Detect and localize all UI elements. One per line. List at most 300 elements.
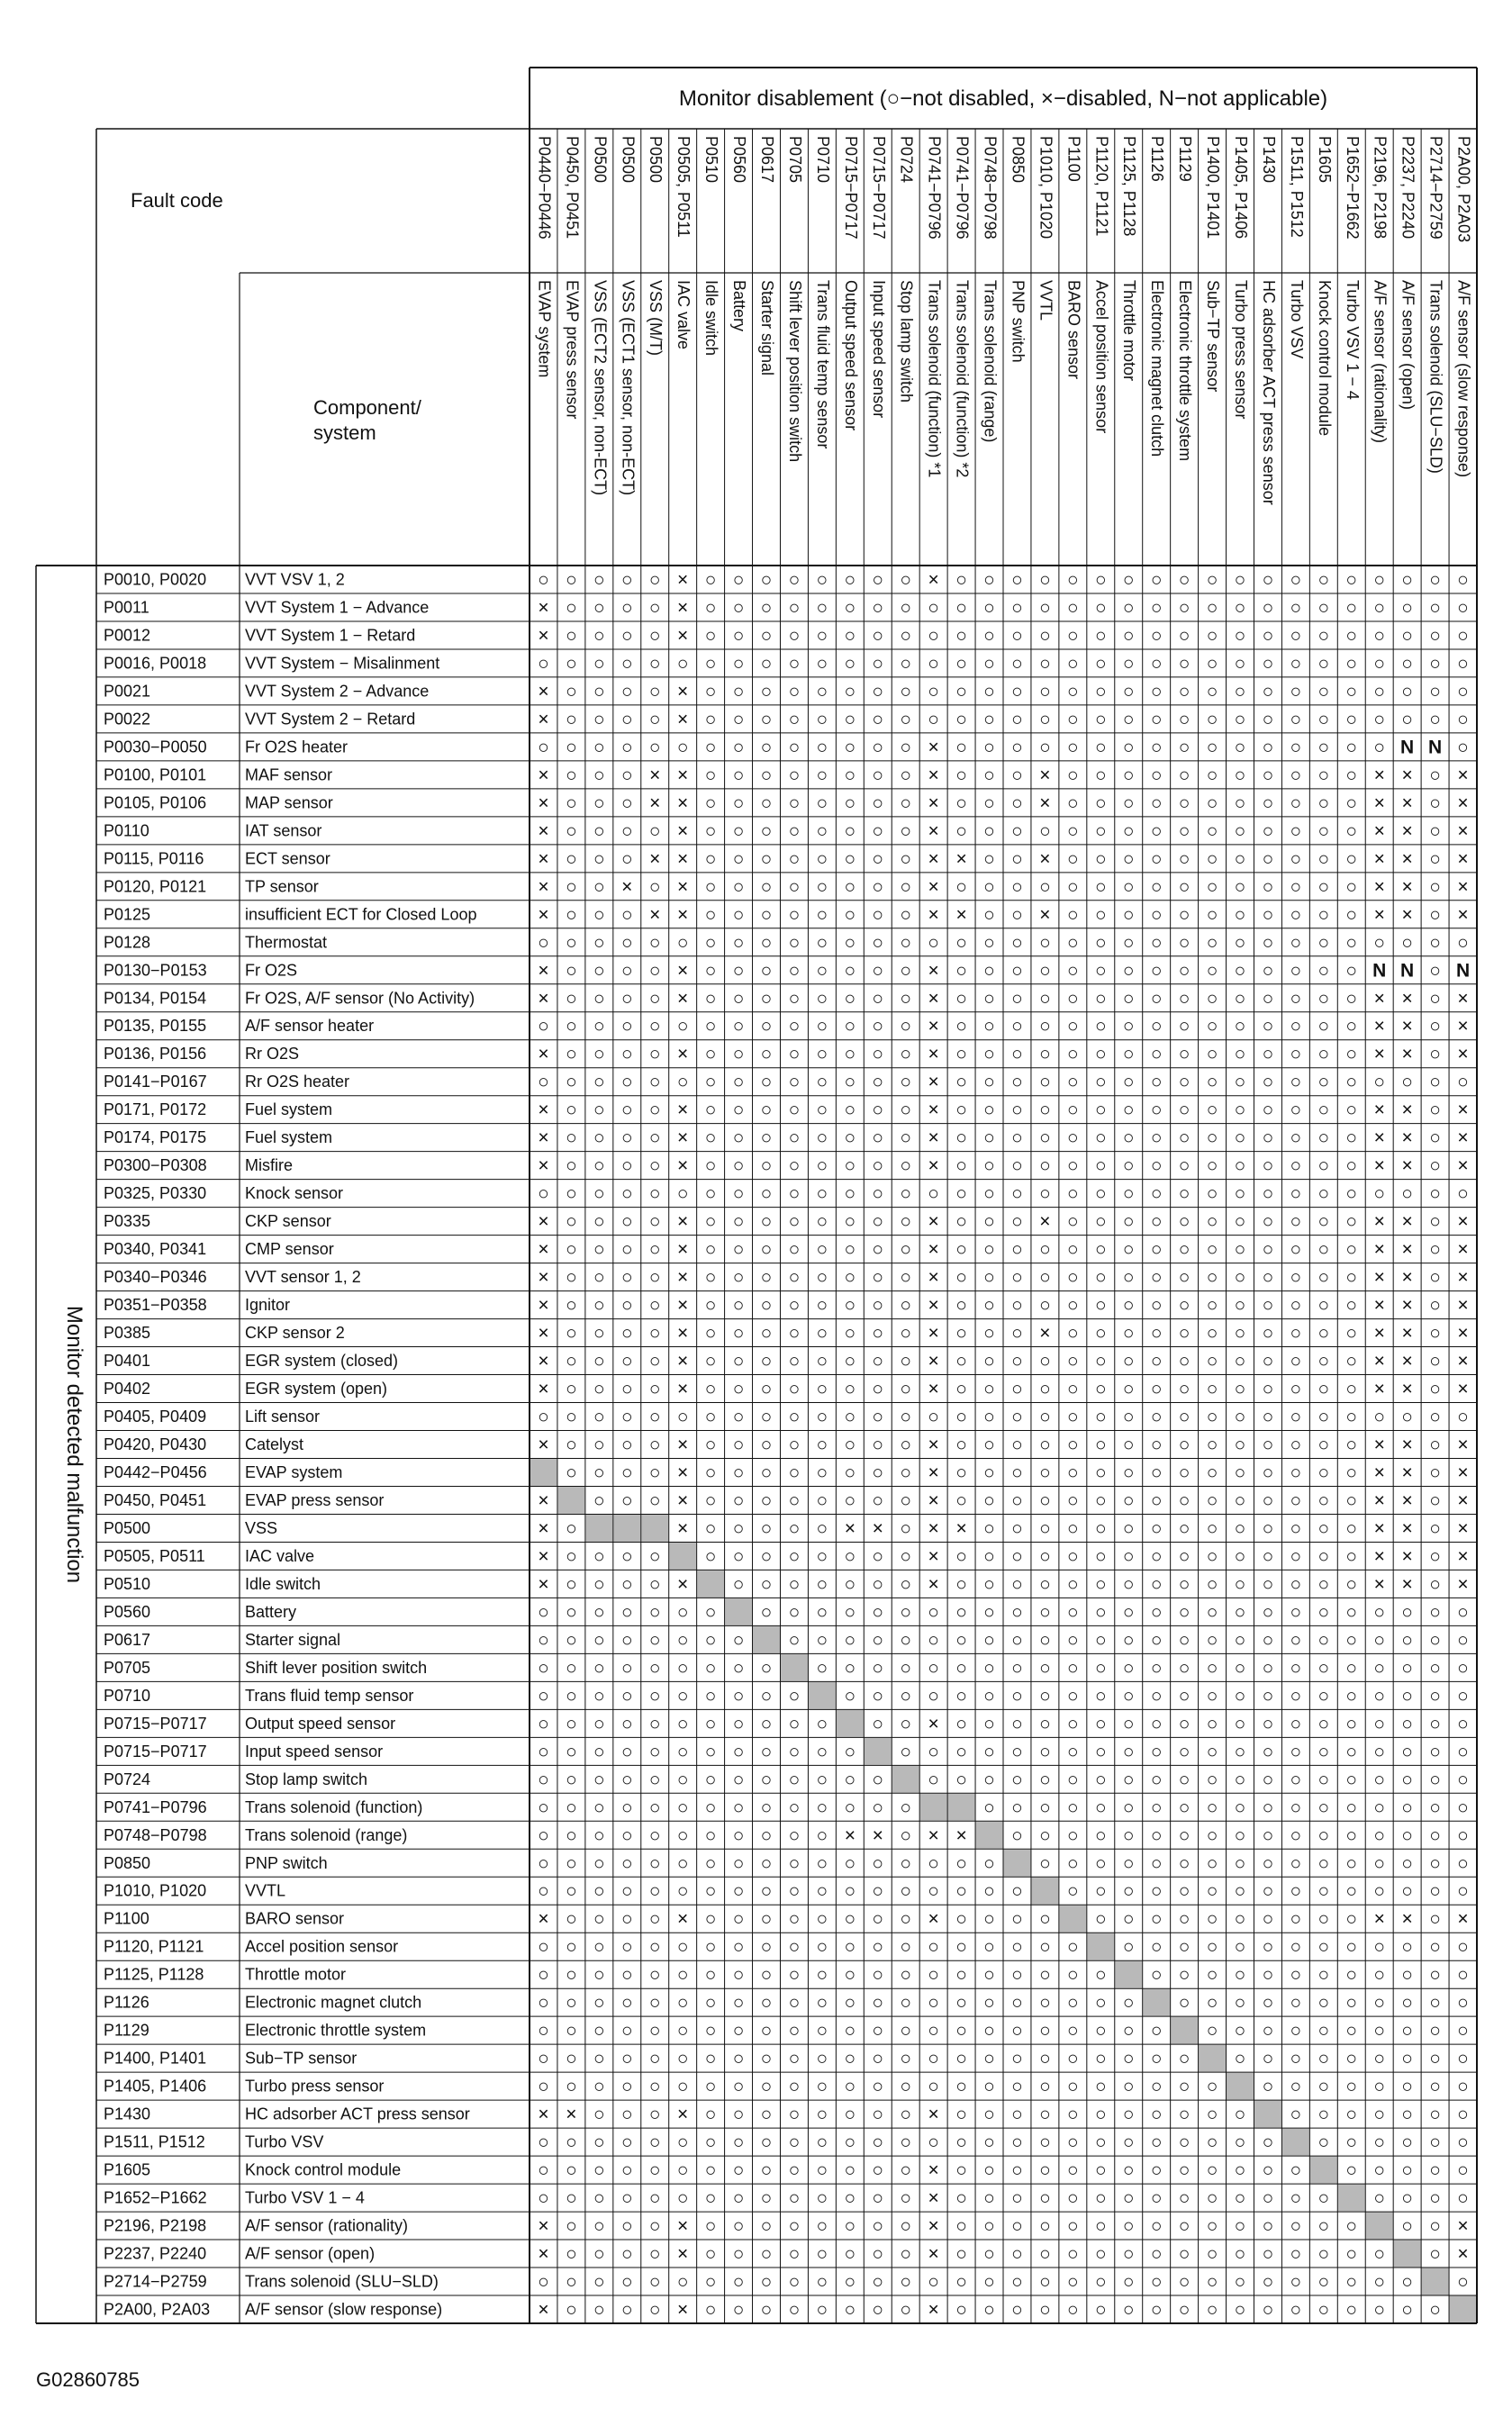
not-disabled-mark: ○ bbox=[620, 2271, 633, 2293]
disabled-mark: × bbox=[1373, 1295, 1385, 1317]
not-disabled-mark: ○ bbox=[1150, 960, 1163, 982]
disabled-mark: × bbox=[928, 792, 939, 814]
not-disabled-mark: ○ bbox=[1262, 1323, 1274, 1344]
not-disabled-mark: ○ bbox=[788, 1323, 801, 1344]
not-disabled-mark: ○ bbox=[1150, 2299, 1163, 2321]
disabled-mark: × bbox=[1457, 904, 1469, 926]
disabled-mark: × bbox=[1457, 876, 1469, 898]
not-disabled-mark: ○ bbox=[1039, 597, 1051, 619]
not-disabled-mark: ○ bbox=[816, 2104, 828, 2125]
not-disabled-mark: ○ bbox=[816, 1379, 828, 1400]
not-disabled-mark: ○ bbox=[928, 1629, 939, 1651]
not-disabled-mark: ○ bbox=[1206, 1685, 1218, 1706]
not-disabled-mark: ○ bbox=[1290, 681, 1302, 702]
not-disabled-mark: ○ bbox=[1067, 1323, 1079, 1344]
not-disabled-mark: ○ bbox=[1429, 988, 1441, 1009]
not-disabled-mark: ○ bbox=[648, 1044, 661, 1065]
not-disabled-mark: ○ bbox=[1317, 1685, 1330, 1706]
table-row bbox=[104, 1825, 1469, 1846]
row-fault-code: P1129 bbox=[104, 2021, 149, 2040]
row-component: Lift sensor bbox=[245, 1408, 321, 1426]
not-disabled-mark: ○ bbox=[1206, 2132, 1218, 2153]
not-disabled-mark: ○ bbox=[593, 1155, 605, 1177]
not-disabled-mark: ○ bbox=[1206, 1127, 1218, 1149]
not-disabled-mark: ○ bbox=[566, 1741, 577, 1762]
not-disabled-mark: ○ bbox=[704, 848, 717, 870]
not-disabled-mark: ○ bbox=[1317, 1992, 1330, 2014]
not-disabled-mark: ○ bbox=[760, 2104, 773, 2125]
not-disabled-mark: ○ bbox=[1317, 2271, 1330, 2293]
not-disabled-mark: ○ bbox=[676, 2132, 689, 2153]
not-disabled-mark: ○ bbox=[732, 1462, 745, 1483]
disabled-mark: × bbox=[538, 1155, 549, 1177]
not-disabled-mark: ○ bbox=[1262, 737, 1274, 758]
table-row bbox=[104, 2216, 1469, 2237]
row-component: Accel position sensor bbox=[245, 1937, 399, 1956]
not-disabled-mark: ○ bbox=[1345, 1573, 1358, 1595]
not-disabled-mark: ○ bbox=[1429, 2104, 1441, 2125]
not-disabled-mark: ○ bbox=[1345, 1908, 1358, 1930]
not-disabled-mark: ○ bbox=[1401, 2299, 1413, 2321]
not-disabled-mark: ○ bbox=[1067, 1685, 1079, 1706]
not-disabled-mark: ○ bbox=[816, 820, 828, 842]
not-disabled-mark: ○ bbox=[1150, 1072, 1163, 1093]
not-disabled-mark: ○ bbox=[1429, 1741, 1441, 1762]
not-disabled-mark: ○ bbox=[1457, 1407, 1469, 1428]
not-disabled-mark: ○ bbox=[983, 2048, 995, 2069]
not-disabled-mark: ○ bbox=[844, 1964, 856, 1986]
row-fault-code: P0136, P0156 bbox=[104, 1045, 207, 1064]
not-disabled-mark: ○ bbox=[1011, 1295, 1023, 1317]
not-disabled-mark: ○ bbox=[732, 1100, 745, 1121]
not-disabled-mark: ○ bbox=[1094, 1295, 1107, 1317]
not-disabled-mark: ○ bbox=[872, 1936, 884, 1958]
not-disabled-mark: ○ bbox=[1178, 1239, 1191, 1261]
not-disabled-mark: ○ bbox=[900, 1601, 912, 1623]
column-component: Knock control module bbox=[1315, 280, 1334, 437]
not-disabled-mark: ○ bbox=[1345, 1239, 1358, 1261]
not-disabled-mark: ○ bbox=[1094, 1379, 1107, 1400]
not-disabled-mark: ○ bbox=[1039, 1435, 1051, 1455]
not-disabled-mark: ○ bbox=[1206, 2243, 1218, 2265]
not-disabled-mark: ○ bbox=[648, 1489, 661, 1511]
table-row bbox=[104, 1072, 1469, 1092]
not-disabled-mark: ○ bbox=[1401, 625, 1413, 647]
not-disabled-mark: ○ bbox=[1401, 1880, 1413, 1902]
not-disabled-mark: ○ bbox=[844, 1211, 856, 1233]
not-disabled-mark: ○ bbox=[1345, 2159, 1358, 2181]
not-disabled-mark: ○ bbox=[1094, 1211, 1107, 1233]
row-fault-code: P0130−P0153 bbox=[104, 961, 207, 980]
disabled-mark: × bbox=[1373, 1435, 1385, 1455]
not-disabled-mark: ○ bbox=[1178, 1295, 1191, 1317]
not-disabled-mark: ○ bbox=[1178, 1992, 1191, 2014]
not-disabled-mark: ○ bbox=[900, 1489, 912, 1511]
not-disabled-mark: ○ bbox=[928, 1964, 939, 1986]
not-disabled-mark: ○ bbox=[928, 1741, 939, 1762]
not-disabled-mark: ○ bbox=[538, 1852, 549, 1874]
not-disabled-mark: ○ bbox=[593, 960, 605, 982]
not-disabled-mark: ○ bbox=[1094, 709, 1107, 730]
not-disabled-mark: ○ bbox=[788, 820, 801, 842]
not-disabled-mark: ○ bbox=[872, 848, 884, 870]
not-disabled-mark: ○ bbox=[1150, 569, 1163, 591]
row-fault-code: P0710 bbox=[104, 1686, 151, 1705]
not-disabled-mark: ○ bbox=[1122, 988, 1135, 1009]
not-disabled-mark: ○ bbox=[1345, 1267, 1358, 1289]
disabled-mark: × bbox=[1373, 820, 1385, 842]
disabled-mark: × bbox=[1457, 1044, 1469, 1065]
column-fault-code: P1430 bbox=[1259, 136, 1278, 184]
table-row bbox=[104, 1044, 1469, 1064]
not-disabled-mark: ○ bbox=[1429, 1100, 1441, 1121]
not-disabled-mark: ○ bbox=[1345, 2132, 1358, 2153]
not-disabled-mark: ○ bbox=[1429, 1517, 1441, 1539]
disabled-mark: × bbox=[1373, 792, 1385, 814]
not-disabled-mark: ○ bbox=[816, 1239, 828, 1261]
not-disabled-mark: ○ bbox=[1457, 932, 1469, 954]
not-disabled-mark: ○ bbox=[928, 597, 939, 619]
not-disabled-mark: ○ bbox=[760, 1908, 773, 1930]
not-disabled-mark: ○ bbox=[788, 1741, 801, 1762]
not-disabled-mark: ○ bbox=[704, 1100, 717, 1121]
not-disabled-mark: ○ bbox=[872, 1435, 884, 1455]
not-disabled-mark: ○ bbox=[1122, 569, 1135, 591]
not-disabled-mark: ○ bbox=[1039, 1852, 1051, 1874]
not-disabled-mark: ○ bbox=[1290, 1127, 1302, 1149]
not-disabled-mark: ○ bbox=[704, 792, 717, 814]
not-disabled-mark: ○ bbox=[788, 1016, 801, 1037]
not-disabled-mark: ○ bbox=[704, 1908, 717, 1930]
not-disabled-mark: ○ bbox=[788, 848, 801, 870]
row-fault-code: P1430 bbox=[104, 2105, 151, 2123]
not-disabled-mark: ○ bbox=[593, 1964, 605, 1986]
not-disabled-mark: ○ bbox=[816, 1629, 828, 1651]
not-disabled-mark: ○ bbox=[1234, 2215, 1246, 2237]
not-disabled-mark: ○ bbox=[1039, 1239, 1051, 1261]
not-disabled-mark: ○ bbox=[1429, 1155, 1441, 1177]
not-disabled-mark: ○ bbox=[1122, 1379, 1135, 1400]
column-component: Electronic magnet clutch bbox=[1148, 280, 1167, 457]
not-disabled-mark: ○ bbox=[872, 1127, 884, 1149]
not-disabled-mark: ○ bbox=[1262, 2159, 1274, 2181]
not-disabled-mark: ○ bbox=[1094, 1601, 1107, 1623]
not-disabled-mark: ○ bbox=[816, 1462, 828, 1483]
not-disabled-mark: ○ bbox=[844, 2076, 856, 2097]
not-disabled-mark: ○ bbox=[1290, 653, 1302, 674]
not-disabled-mark: ○ bbox=[1373, 709, 1386, 730]
not-disabled-mark: ○ bbox=[648, 1072, 661, 1093]
disabled-mark: × bbox=[677, 820, 689, 842]
not-disabled-mark: ○ bbox=[648, 2048, 661, 2069]
disabled-mark: × bbox=[538, 792, 549, 814]
not-disabled-mark: ○ bbox=[900, 1435, 912, 1455]
table-row bbox=[104, 1100, 1469, 1120]
not-disabled-mark: ○ bbox=[900, 765, 912, 786]
not-disabled-mark: ○ bbox=[1429, 569, 1441, 591]
not-disabled-mark: ○ bbox=[816, 1155, 828, 1177]
not-disabled-mark: ○ bbox=[844, 2187, 856, 2209]
not-disabled-mark: ○ bbox=[1011, 653, 1023, 674]
not-disabled-mark: ○ bbox=[1011, 765, 1023, 786]
not-disabled-mark: ○ bbox=[1262, 2187, 1274, 2209]
disabled-mark: × bbox=[1039, 1323, 1051, 1344]
not-disabled-mark: ○ bbox=[1290, 1685, 1302, 1706]
not-disabled-mark: ○ bbox=[566, 2243, 577, 2265]
not-disabled-mark: ○ bbox=[1290, 597, 1302, 619]
not-disabled-mark: ○ bbox=[955, 2271, 967, 2293]
not-disabled-mark: ○ bbox=[593, 1545, 605, 1567]
not-disabled-mark: ○ bbox=[1122, 1601, 1135, 1623]
not-disabled-mark: ○ bbox=[1150, 2159, 1163, 2181]
not-disabled-mark: ○ bbox=[1317, 1517, 1330, 1539]
not-disabled-mark: ○ bbox=[788, 681, 801, 702]
not-disabled-mark: ○ bbox=[1234, 1964, 1246, 1986]
column-component: Accel position sensor bbox=[1092, 280, 1111, 434]
shaded-self-cell bbox=[1394, 2240, 1421, 2268]
column-fault-code: P0500 bbox=[591, 136, 610, 184]
not-disabled-mark: ○ bbox=[844, 1379, 856, 1400]
disabled-mark: × bbox=[538, 848, 549, 870]
not-disabled-mark: ○ bbox=[1039, 1629, 1051, 1651]
not-disabled-mark: ○ bbox=[704, 1016, 717, 1037]
not-disabled-mark: ○ bbox=[1011, 1769, 1023, 1790]
not-disabled-mark: ○ bbox=[648, 820, 661, 842]
not-disabled-mark: ○ bbox=[704, 876, 717, 898]
not-disabled-mark: ○ bbox=[1429, 792, 1441, 814]
not-disabled-mark: ○ bbox=[704, 1211, 717, 1233]
not-disabled-mark: ○ bbox=[928, 1183, 939, 1205]
row-fault-code: P0125 bbox=[104, 905, 151, 924]
not-disabled-mark: ○ bbox=[1429, 1127, 1441, 1149]
not-disabled-mark: ○ bbox=[1094, 1183, 1107, 1205]
not-disabled-mark: ○ bbox=[566, 1824, 577, 1846]
not-disabled-mark: ○ bbox=[1122, 1295, 1135, 1317]
row-fault-code: P1120, P1121 bbox=[104, 1937, 204, 1956]
disabled-mark: × bbox=[677, 1044, 689, 1065]
not-disabled-mark: ○ bbox=[593, 1936, 605, 1958]
not-disabled-mark: ○ bbox=[1345, 1183, 1358, 1205]
not-disabled-mark: ○ bbox=[1262, 1155, 1274, 1177]
disabled-mark: × bbox=[566, 2104, 577, 2125]
not-disabled-mark: ○ bbox=[1262, 1044, 1274, 1065]
not-disabled-mark: ○ bbox=[1290, 1351, 1302, 1372]
not-disabled-mark: ○ bbox=[732, 1824, 745, 1846]
not-disabled-mark: ○ bbox=[1122, 1239, 1135, 1261]
row-component: Knock sensor bbox=[245, 1184, 344, 1203]
not-disabled-mark: ○ bbox=[538, 2159, 549, 2181]
not-disabled-mark: ○ bbox=[566, 848, 577, 870]
not-disabled-mark: ○ bbox=[593, 1713, 605, 1734]
not-disabled-mark: ○ bbox=[1094, 2076, 1107, 2097]
disabled-mark: × bbox=[1457, 1379, 1469, 1400]
not-disabled-mark: ○ bbox=[1234, 709, 1246, 730]
not-disabled-mark: ○ bbox=[593, 1044, 605, 1065]
not-disabled-mark: ○ bbox=[704, 709, 717, 730]
not-disabled-mark: ○ bbox=[1122, 737, 1135, 758]
not-disabled-mark: ○ bbox=[732, 1713, 745, 1734]
not-disabled-mark: ○ bbox=[1290, 1435, 1302, 1455]
not-disabled-mark: ○ bbox=[1011, 1489, 1023, 1511]
not-disabled-mark: ○ bbox=[872, 569, 884, 591]
table-row bbox=[104, 1881, 1469, 1902]
not-disabled-mark: ○ bbox=[648, 1713, 661, 1734]
not-disabled-mark: ○ bbox=[955, 988, 967, 1009]
not-disabled-mark: ○ bbox=[732, 1992, 745, 2014]
not-disabled-mark: ○ bbox=[1094, 2048, 1107, 2069]
not-disabled-mark: ○ bbox=[620, 1908, 633, 1930]
row-fault-code: P0850 bbox=[104, 1853, 151, 1872]
not-disabled-mark: ○ bbox=[538, 1992, 549, 2014]
not-disabled-mark: ○ bbox=[1290, 1797, 1302, 1818]
not-disabled-mark: ○ bbox=[1178, 876, 1191, 898]
not-disabled-mark: ○ bbox=[676, 1072, 689, 1093]
not-disabled-mark: ○ bbox=[844, 765, 856, 786]
not-disabled-mark: ○ bbox=[844, 2215, 856, 2237]
not-disabled-mark: ○ bbox=[1317, 569, 1330, 591]
shaded-self-cell bbox=[530, 1459, 557, 1486]
not-disabled-mark: ○ bbox=[704, 625, 717, 647]
table-row bbox=[104, 820, 1469, 841]
not-disabled-mark: ○ bbox=[1345, 1824, 1358, 1846]
not-disabled-mark: ○ bbox=[983, 681, 995, 702]
not-disabled-mark: ○ bbox=[593, 737, 605, 758]
not-disabled-mark: ○ bbox=[1067, 848, 1079, 870]
not-disabled-mark: ○ bbox=[648, 960, 661, 982]
not-disabled-mark: ○ bbox=[732, 2048, 745, 2069]
not-disabled-mark: ○ bbox=[1290, 1183, 1302, 1205]
not-disabled-mark: ○ bbox=[648, 1601, 661, 1623]
table-row bbox=[104, 848, 1469, 869]
table-row bbox=[104, 2160, 1469, 2181]
disabled-mark: × bbox=[955, 904, 967, 926]
not-disabled-mark: ○ bbox=[1150, 876, 1163, 898]
not-disabled-mark: ○ bbox=[1122, 2020, 1135, 2041]
column-component: HC adsorber ACT press sensor bbox=[1259, 280, 1278, 505]
not-disabled-mark: ○ bbox=[1290, 1880, 1302, 1902]
table-row bbox=[104, 988, 1469, 1009]
shaded-self-cell bbox=[753, 1626, 780, 1653]
not-disabled-mark: ○ bbox=[1429, 2243, 1441, 2265]
not-disabled-mark: ○ bbox=[593, 848, 605, 870]
disabled-mark: × bbox=[1373, 1545, 1385, 1567]
not-disabled-mark: ○ bbox=[620, 960, 633, 982]
not-disabled-mark: ○ bbox=[1122, 2104, 1135, 2125]
not-disabled-mark: ○ bbox=[955, 1044, 967, 1065]
not-disabled-mark: ○ bbox=[566, 1323, 577, 1344]
row-fault-code: P1605 bbox=[104, 2160, 151, 2179]
disabled-mark: × bbox=[1457, 1908, 1469, 1930]
not-disabled-mark: ○ bbox=[955, 1936, 967, 1958]
not-disabled-mark: ○ bbox=[1039, 1573, 1051, 1595]
not-disabled-mark: ○ bbox=[872, 681, 884, 702]
not-disabled-mark: ○ bbox=[1122, 2076, 1135, 2097]
not-disabled-mark: ○ bbox=[928, 1936, 939, 1958]
not-disabled-mark: ○ bbox=[1234, 1072, 1246, 1093]
not-disabled-mark: ○ bbox=[1094, 1044, 1107, 1065]
not-disabled-mark: ○ bbox=[1317, 2132, 1330, 2153]
not-disabled-mark: ○ bbox=[1429, 1713, 1441, 1734]
not-disabled-mark: ○ bbox=[1373, 1852, 1386, 1874]
not-disabled-mark: ○ bbox=[816, 2132, 828, 2153]
not-disabled-mark: ○ bbox=[760, 1545, 773, 1567]
not-disabled-mark: ○ bbox=[1094, 1657, 1107, 1679]
not-disabled-mark: ○ bbox=[872, 1908, 884, 1930]
not-disabled-mark: ○ bbox=[1234, 1517, 1246, 1539]
not-disabled-mark: ○ bbox=[1178, 820, 1191, 842]
not-disabled-mark: ○ bbox=[732, 765, 745, 786]
row-component: Throttle motor bbox=[245, 1965, 347, 1984]
shaded-self-cell bbox=[1254, 2101, 1281, 2128]
not-disabled-mark: ○ bbox=[566, 960, 577, 982]
not-disabled-mark: ○ bbox=[1206, 1629, 1218, 1651]
not-disabled-mark: ○ bbox=[1429, 1351, 1441, 1372]
not-disabled-mark: ○ bbox=[1094, 765, 1107, 786]
disabled-mark: × bbox=[677, 1379, 689, 1400]
not-disabled-mark: ○ bbox=[928, 1769, 939, 1790]
not-disabled-mark: ○ bbox=[1039, 2271, 1051, 2293]
not-disabled-mark: ○ bbox=[928, 1992, 939, 2014]
not-disabled-mark: ○ bbox=[760, 1657, 773, 1679]
not-disabled-mark: ○ bbox=[1067, 1239, 1079, 1261]
not-disabled-mark: ○ bbox=[983, 1880, 995, 1902]
disabled-mark: × bbox=[677, 1155, 689, 1177]
not-disabled-mark: ○ bbox=[955, 681, 967, 702]
row-fault-code: P0010, P0020 bbox=[104, 570, 207, 589]
not-disabled-mark: ○ bbox=[816, 1992, 828, 2014]
disabled-mark: × bbox=[677, 960, 689, 982]
not-disabled-mark: ○ bbox=[1345, 1601, 1358, 1623]
not-disabled-mark: ○ bbox=[900, 1713, 912, 1734]
not-disabled-mark: ○ bbox=[620, 2104, 633, 2125]
not-disabled-mark: ○ bbox=[1122, 932, 1135, 954]
not-disabled-mark: ○ bbox=[1290, 2271, 1302, 2293]
not-disabled-mark: ○ bbox=[676, 1824, 689, 1846]
not-disabled-mark: ○ bbox=[1262, 1713, 1274, 1734]
not-disabled-mark: ○ bbox=[872, 1545, 884, 1567]
not-disabled-mark: ○ bbox=[1122, 1323, 1135, 1344]
not-disabled-mark: ○ bbox=[732, 709, 745, 730]
table-row bbox=[104, 2272, 1469, 2293]
not-disabled-mark: ○ bbox=[1262, 1462, 1274, 1483]
not-disabled-mark: ○ bbox=[620, 792, 633, 814]
disabled-mark: × bbox=[1373, 1044, 1385, 1065]
not-disabled-mark: ○ bbox=[593, 597, 605, 619]
not-disabled-mark: ○ bbox=[983, 1713, 995, 1734]
column-fault-code: P2196, P2198 bbox=[1371, 136, 1390, 240]
not-disabled-mark: ○ bbox=[704, 1741, 717, 1762]
not-disabled-mark: ○ bbox=[1317, 1936, 1330, 1958]
row-component: IAT sensor bbox=[245, 821, 322, 840]
not-disabled-mark: ○ bbox=[1011, 625, 1023, 647]
not-disabled-mark: ○ bbox=[593, 904, 605, 926]
not-disabled-mark: ○ bbox=[983, 960, 995, 982]
not-disabled-mark: ○ bbox=[538, 1016, 549, 1037]
not-disabled-mark: ○ bbox=[983, 597, 995, 619]
not-disabled-mark: ○ bbox=[1317, 2020, 1330, 2041]
not-disabled-mark: ○ bbox=[844, 1295, 856, 1317]
not-disabled-mark: ○ bbox=[538, 1685, 549, 1706]
not-disabled-mark: ○ bbox=[1457, 2048, 1469, 2069]
not-disabled-mark: ○ bbox=[620, 1295, 633, 1317]
column-fault-code: P0715−P0717 bbox=[841, 136, 860, 240]
not-disabled-mark: ○ bbox=[816, 1573, 828, 1595]
not-disabled-mark: ○ bbox=[566, 2048, 577, 2069]
not-disabled-mark: ○ bbox=[704, 1072, 717, 1093]
not-disabled-mark: ○ bbox=[1122, 625, 1135, 647]
not-disabled-mark: ○ bbox=[1122, 960, 1135, 982]
column-fault-code: P0741−P0796 bbox=[953, 136, 972, 240]
